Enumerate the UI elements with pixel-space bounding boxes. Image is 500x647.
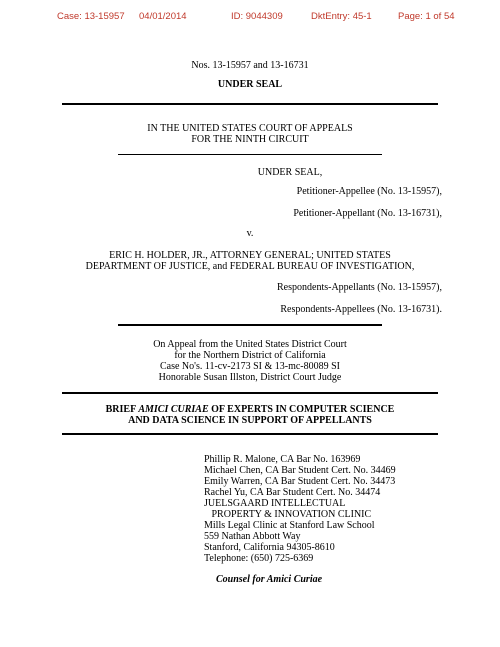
brief-title-line-2: AND DATA SCIENCE IN SUPPORT OF APPELLANTS (128, 415, 372, 426)
counsel-line: 559 Nathan Abbott Way (204, 531, 301, 542)
versus: v. (246, 228, 254, 239)
counsel-line: Michael Chen, CA Bar Student Cert. No. 34469 (204, 465, 396, 476)
header-id: ID: 9044309 (231, 11, 283, 22)
party1-name: UNDER SEAL, (257, 167, 323, 178)
counsel-line: Stanford, California 94305-8610 (204, 542, 335, 553)
header-page: Page: 1 of 54 (398, 11, 455, 22)
court-line-2: FOR THE NINTH CIRCUIT (191, 134, 309, 145)
rule-top (62, 103, 438, 105)
brief-title-prefix: BRIEF (105, 404, 136, 415)
counsel-line: Emily Warren, CA Bar Student Cert. No. 34473 (204, 476, 396, 487)
case-numbers: Nos. 13-15957 and 13-16731 (191, 60, 309, 71)
counsel-line: PROPERTY & INNOVATION CLINIC (204, 509, 372, 520)
brief-title-amici: AMICI CURIAE (138, 404, 209, 415)
appeal-line-4: Honorable Susan Illston, District Court Judge (158, 372, 342, 383)
counsel-line: Mills Legal Clinic at Stanford Law School (204, 520, 375, 531)
under-seal-heading: UNDER SEAL (217, 79, 283, 90)
brief-title-line-1 (0, 404, 500, 415)
court-line-1: IN THE UNITED STATES COURT OF APPEALS (147, 123, 353, 134)
appeal-line-2: for the Northern District of California (174, 350, 326, 361)
party1-role-2: Petitioner-Appellant (No. 13-16731), (293, 208, 442, 219)
rule-caption (118, 324, 382, 326)
counsel-line: Phillip R. Malone, CA Bar No. 163969 (204, 454, 361, 465)
rule-court (118, 154, 382, 155)
header-dkt: DktEntry: 45-1 (311, 11, 372, 22)
brief-title-rest: OF EXPERTS IN COMPUTER SCIENCE (211, 404, 395, 415)
appeal-line-3: Case No's. 11-cv-2173 SI & 13-mc-80089 SI (159, 361, 341, 372)
party2-role-1: Respondents-Appellants (No. 13-15957), (277, 282, 442, 293)
header-date: 04/01/2014 (139, 11, 187, 22)
counsel-line: JUELSGAARD INTELLECTUAL (204, 498, 346, 509)
appeal-line-1: On Appeal from the United States District Court (153, 339, 347, 350)
counsel-line: Rachel Yu, CA Bar Student Cert. No. 34474 (204, 487, 381, 498)
counsel-signature: Counsel for Amici Curiae (216, 574, 323, 585)
rule-title (62, 433, 438, 435)
party2-role-2: Respondents-Appellees (No. 13-16731). (280, 304, 442, 315)
party2-line-2: DEPARTMENT OF JUSTICE, and FEDERAL BUREAU OF INVESTIGATION, (85, 261, 415, 272)
header-case: Case: 13-15957 (57, 11, 125, 22)
party2-line-1: ERIC H. HOLDER, JR., ATTORNEY GENERAL; UNITED STATES (109, 250, 391, 261)
party1-role-1: Petitioner-Appellee (No. 13-15957), (296, 186, 442, 197)
rule-appeal (62, 392, 438, 394)
counsel-line: Telephone: (650) 725-6369 (204, 553, 314, 564)
